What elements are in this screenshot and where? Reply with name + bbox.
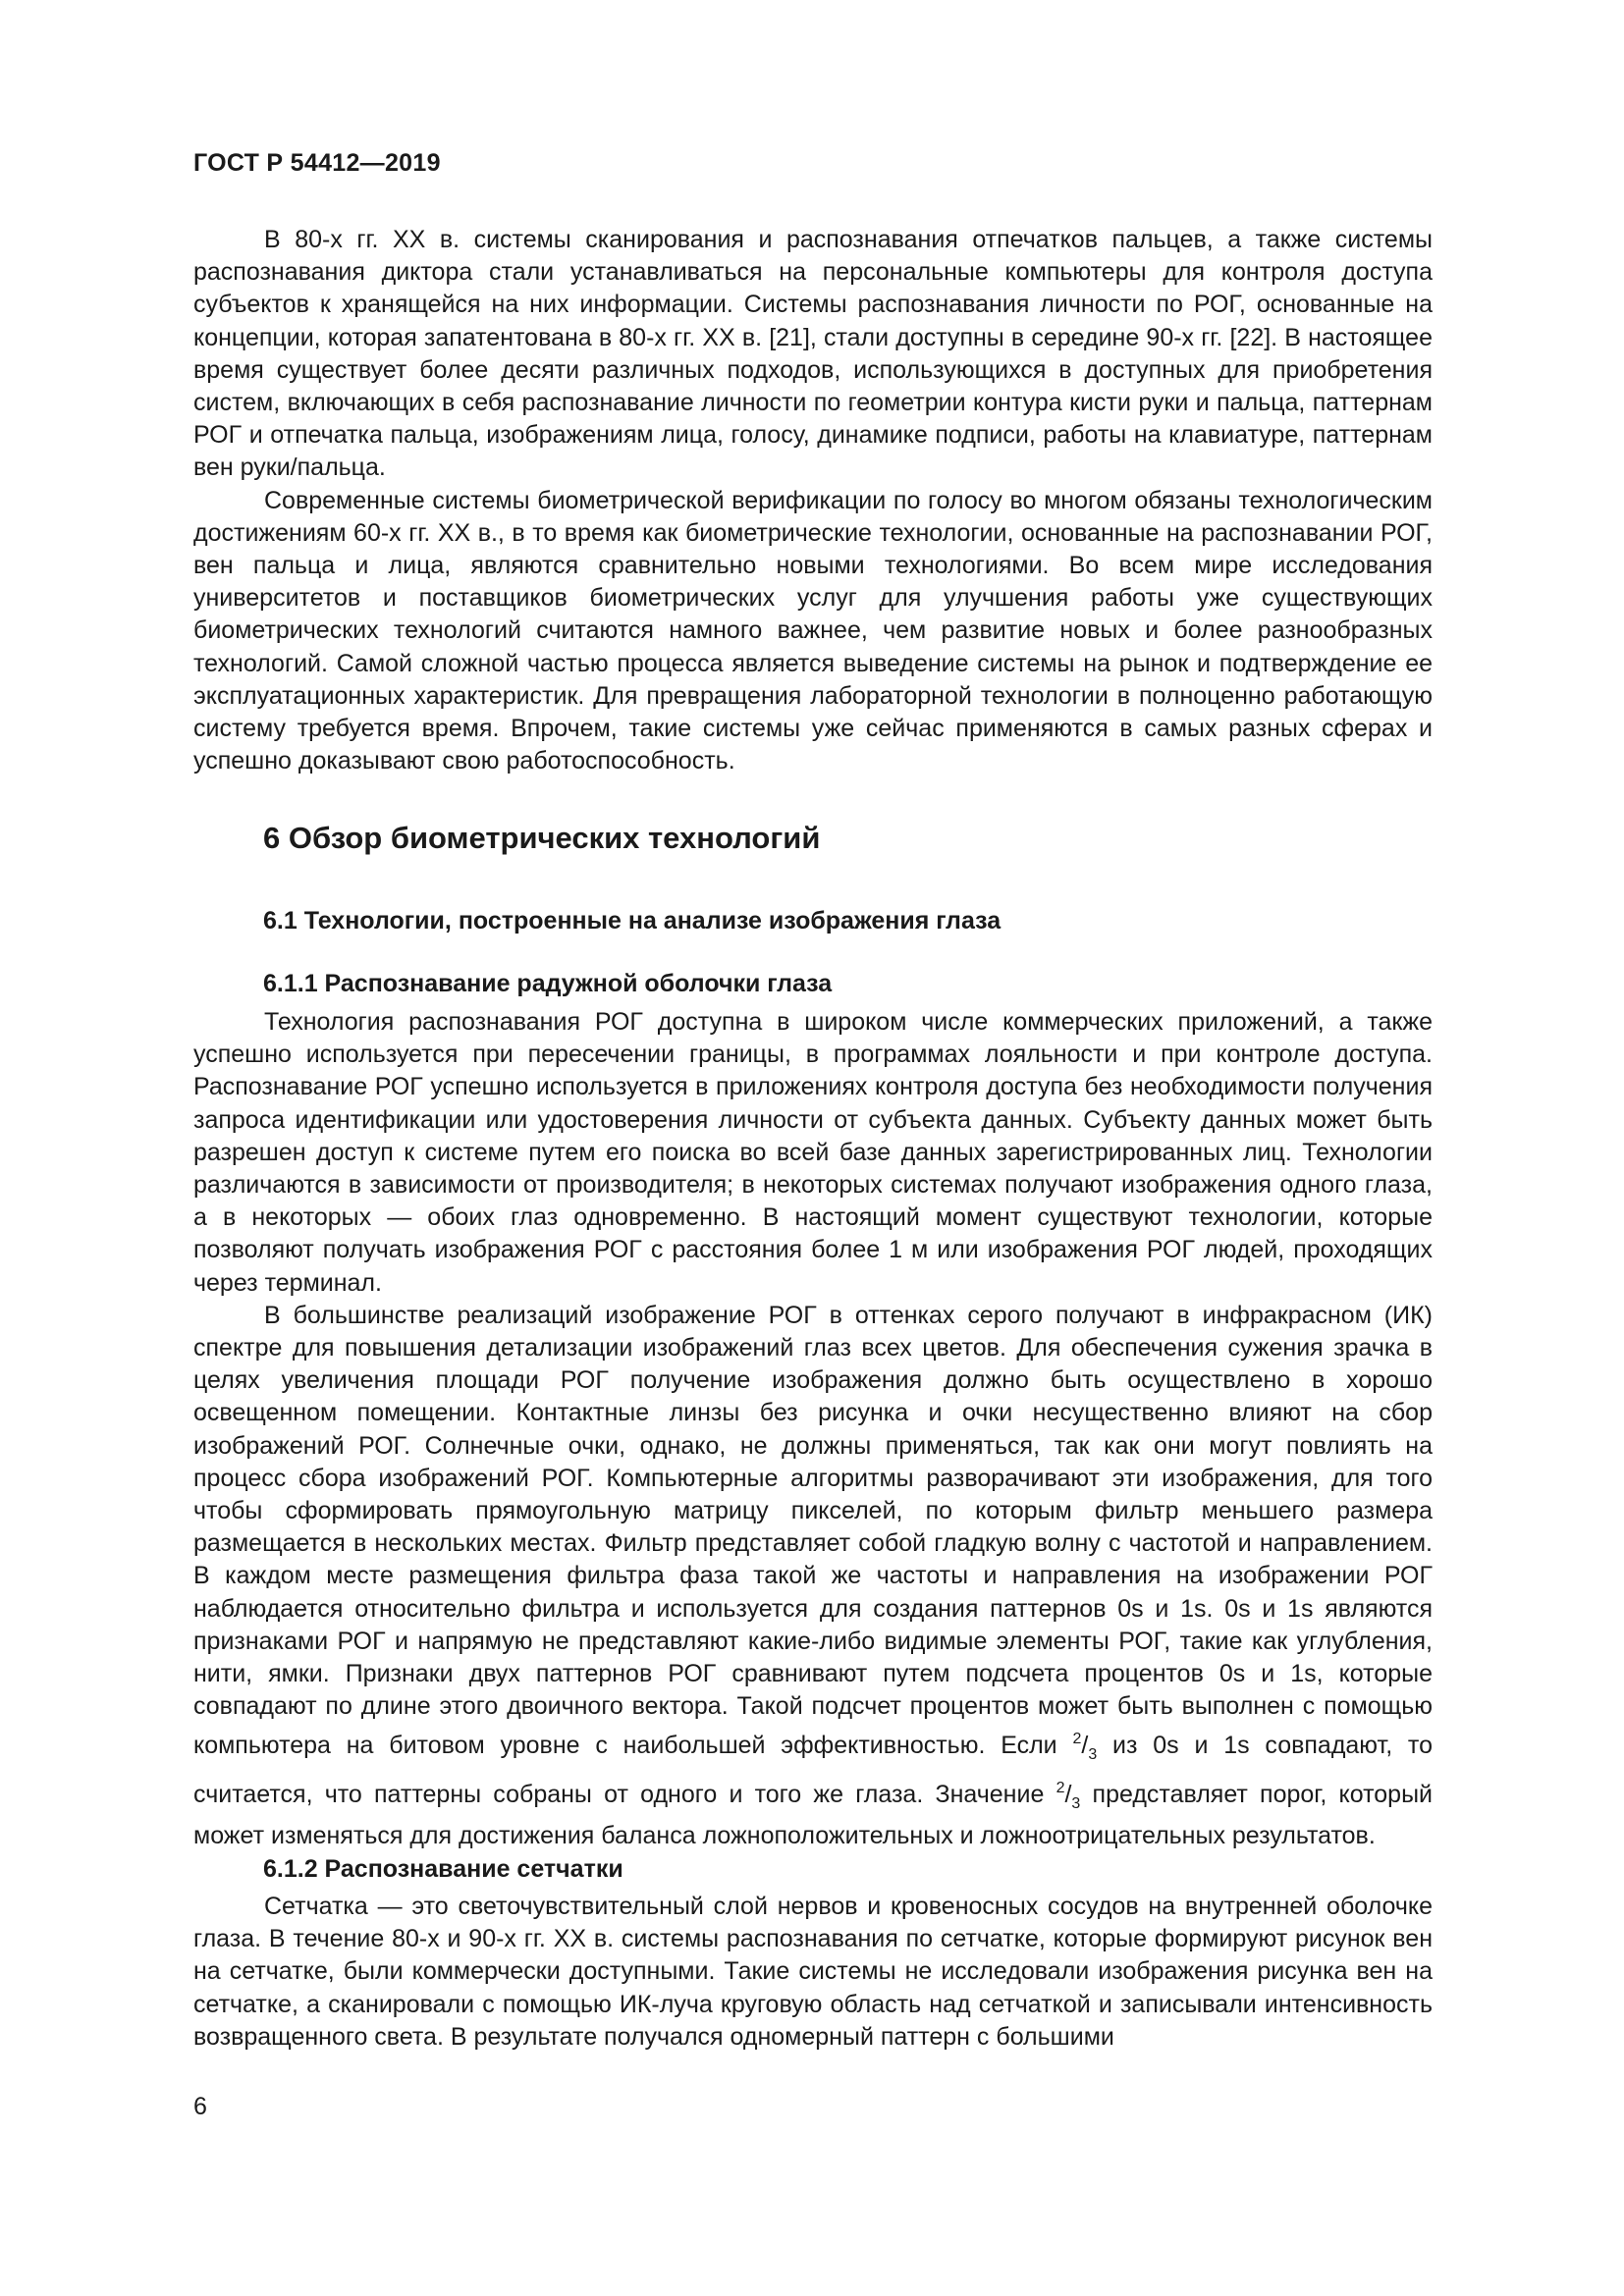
fraction-numerator: 2 bbox=[1072, 1731, 1082, 1748]
section-6-1-1-title: 6.1.1 Распознавание радужной оболочки глаза bbox=[263, 970, 833, 997]
document-header: ГОСТ Р 54412—2019 bbox=[193, 149, 441, 177]
paragraph-text-part-b: из 0s и 1s совпадают, то считается, что паттерны собраны от одного и того же глаза. Значение bbox=[193, 1732, 1434, 1808]
fraction-numerator-2: 2 bbox=[1056, 1779, 1065, 1796]
section-6-1-title: 6.1 Технологии, построенные на анализе изображения глаза bbox=[263, 907, 1001, 934]
fraction-denominator: 3 bbox=[1088, 1746, 1098, 1764]
intro-text bbox=[193, 224, 1433, 777]
section-6-1-1-paragraph-1: Технология распознавания РОГ доступна в широком числе коммерческих приложений, а также успешно используется при пересечении границы, в программах лояльности и при контроле доступа. Распознавание РОГ успешно используется в приложениях контроля доступа без необходимости получения запроса идентификации или удостоверения личности от субъекта данных. Субъекту данных может быть разрешен доступ к системе путем его поиска во всей базе данных зарегистрированных лиц. Технологии различаются в зависимости от производителя; в некоторых системах получают изображения одного глаза, а в некоторых — обоих глаз одновременно. В настоящий момент существуют технологии, которые позволяют получать изображения РОГ с расстояния более 1 м или изображения РОГ людей, проходящих через терминал. bbox=[193, 1008, 1433, 1297]
section-6-title: 6 Обзор биометрических технологий bbox=[263, 821, 821, 855]
section-6-1-2-title: 6.1.2 Распознавание сетчатки bbox=[263, 1855, 623, 1883]
fraction-denominator-2: 3 bbox=[1071, 1794, 1081, 1812]
intro-paragraph-1: В 80-х гг. XX в. системы сканирования и распознавания отпечатков пальцев, а также системы распознавания диктора стали устанавливаться на персональные компьютеры для контроля доступа субъектов к хранящейся на них информации. Системы распознавания личности по РОГ, основанные на концепции, которая запатентована в 80-х гг. XX в. [21], стали доступны в середине 90-х гг. [22]. В настоящее время существует более десяти различных подходов, использующихся в доступных для приобретения систем, включающих в себя распознавание личности по геометрии контура кисти руки и пальца, паттернам РОГ и отпечатка пальца, изображениям лица, голосу, динамике подписи, работы на клавиатуре, паттернам вен руки/пальца. bbox=[193, 226, 1433, 482]
section-6-1-1-paragraph-2: В большинстве реализаций изображение РОГ в оттенках серого получают в инфракрасном (ИК) спектре для повышения детализации изображений глаз всех цветов. Для обеспечения сужения зрачка в целях увеличения площади РОГ получение изображения должно быть осуществлено в хорошо освещенном помещении. Контактные линзы без рисунка и очки несущественно влияют на сбор изображений РОГ. Солнечные очки, однако, не должны применяться, так как они могут повлиять на процесс сбора изображений РОГ. Компьютерные алгоритмы разворачивают эти изображения, для того чтобы сформировать прямоугольную матрицу пикселей, по которым фильтр меньшего размера размещается в нескольких местах. Фильтр представляет собой гладкую волну с частотой и направлением. В каждом месте размещения фильтра фаза такой же частоты и направления на изображении РОГ наблюдается относительно фильтра и используется для создания паттернов 0s и 1s. 0s и 1s являются признаками РОГ и напрямую не представляют какие-либо видимые элементы РОГ, такие как углубления, нити, ямки. Признаки двух паттернов РОГ сравнивают путем подсчета процентов 0s и 1s, которые совпадают по длине этого двоичного вектора. Такой подсчет процентов может быть выполнен с помощью компьютера на битовом уровне с наибольшей эффективностью. Если $^2/_3$ из 0s и 1s совпадают, то считается, что паттерны собраны от одного и того же глаза. Значение $^2/_3$ представляет порог, который может изменяться для достижения баланса ложноположительных и ложноотрицательных результатов. bbox=[193, 1301, 1434, 1849]
section-6-1-2-text bbox=[193, 1891, 1433, 2054]
section-6-1-2-paragraph-1: Сетчатка — это светочувствительный слой нервов и кровеносных сосудов на внутренней оболочке глаза. В течение 80-х и 90-х гг. XX в. системы распознавания по сетчатке, которые формируют рисунок вен на сетчатке, были коммерчески доступными. Такие системы не исследовали изображения рисунка вен на сетчатке, а сканировали с помощью ИК-луча круговую область над сетчаткой и записывали интенсивность возвращенного света. В результате получался одномерный паттерн с большими bbox=[193, 1893, 1433, 2051]
paragraph-text-part-c: представляет порог, который может изменяться для достижения баланса ложноположительных и ложноотрицательных результатов. bbox=[193, 1780, 1433, 1849]
section-6-1-1-text bbox=[193, 1006, 1433, 1852]
paragraph-text-part-a: В большинстве реализаций изображение РОГ в оттенках серого получают в инфракрасном (ИК) спектре для повышения детализации изображений глаз всех цветов. Для обеспечения сужения зрачка в целях увеличения площади РОГ получение изображения должно быть осуществлено в хорошо освещенном помещении. Контактные линзы без рисунка и очки несущественно влияют на сбор изображений РОГ. Солнечные очки, однако, не должны применяться, так как они могут повлиять на процесс сбора изображений РОГ. Компьютерные алгоритмы разворачивают эти изображения, для того чтобы сформировать прямоугольную матрицу пикселей, по которым фильтр меньшего размера размещается в нескольких местах. Фильтр представляет собой гладкую волну с частотой и направлением. В каждом месте размещения фильтра фаза такой же частоты и направления на изображении РОГ наблюдается относительно фильтра и используется для создания паттернов 0s и 1s. 0s и 1s являются признаками РОГ и напрямую не представляют какие-либо видимые элементы РОГ, такие как углубления, нити, ямки. Признаки двух паттернов РОГ сравнивают путем подсчета процентов 0s и 1s, которые совпадают по длине этого двоичного вектора. Такой подсчет процентов может быть выполнен с помощью компьютера на битовом уровне с наибольшей эффективностью. Если bbox=[193, 1301, 1433, 1760]
page-number: 6 bbox=[193, 2093, 207, 2120]
intro-paragraph-2: Современные системы биометрической верификации по голосу во многом обязаны технологическим достижениям 60-х гг. XX в., в то время как биометрические технологии, основанные на распознавании РОГ, вен пальца и лица, являются сравнительно новыми технологиями. Во всем мире исследования университетов и поставщиков биометрических услуг для улучшения работы уже существующих биометрических технологий считаются намного важнее, чем развитие новых и более разнообразных технологий. Самой сложной частью процесса является выведение системы на рынок и подтверждение ее эксплуатационных характеристик. Для превращения лабораторной технологии в полноценно работающую систему требуется время. Впрочем, такие системы уже сейчас применяются в самых разных сферах и успешно доказывают свою работоспособность. bbox=[193, 486, 1433, 775]
